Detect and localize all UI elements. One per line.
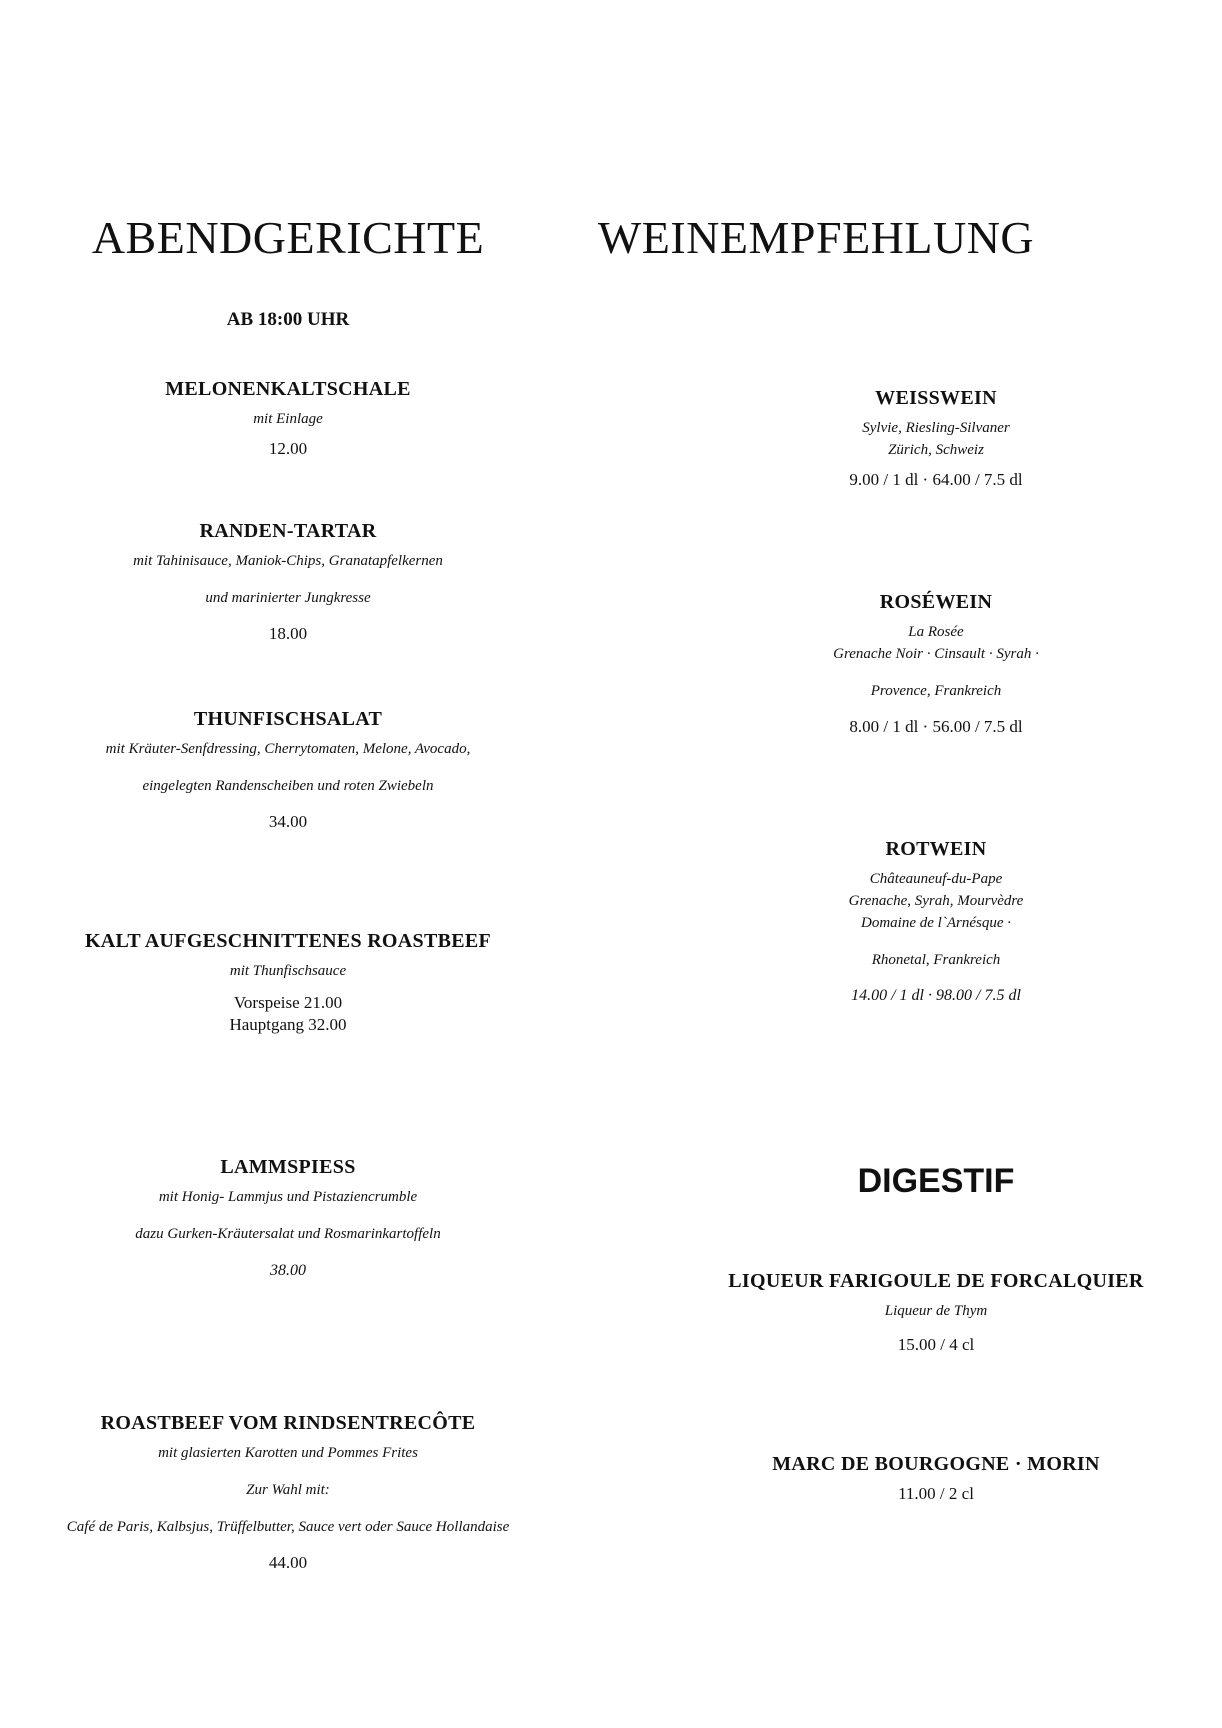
menu-item-description: mit Kräuter-Senfdressing, Cherrytomaten, Melone, Avocado, bbox=[105, 741, 471, 757]
menu-item bbox=[48, 1154, 528, 1282]
wine-item-description: Rhonetal, Frankreich bbox=[871, 952, 1001, 968]
menu-item bbox=[48, 706, 528, 833]
menu-item bbox=[48, 518, 528, 645]
wine-item-description: Grenache Noir · Cinsault · Syrah · bbox=[833, 646, 1039, 662]
menu-item-price: 44.00 bbox=[268, 1553, 308, 1572]
wine-item bbox=[686, 385, 1186, 491]
menu-item-name: THUNFISCHSALAT bbox=[193, 708, 383, 730]
digestif-item-price: 15.00 / 4 cl bbox=[897, 1335, 975, 1354]
wine-item-price: 9.00 / 1 dl · 64.00 / 7.5 dl bbox=[849, 470, 1023, 489]
menu-item bbox=[48, 376, 528, 460]
dinner-menu-subtitle: AB 18:00 UHR bbox=[226, 309, 350, 330]
digestif-item-price: 11.00 / 2 cl bbox=[898, 1484, 974, 1503]
menu-item bbox=[48, 928, 528, 1036]
digestif-item bbox=[686, 1268, 1186, 1356]
menu-item-price: 34.00 bbox=[268, 812, 308, 831]
wine-item-description: Châteauneuf-du-Pape bbox=[869, 871, 1003, 887]
digestif-item-name: LIQUEUR FARIGOULE DE FORCALQUIER bbox=[728, 1270, 1144, 1292]
menu-item-description: Zur Wahl mit: bbox=[246, 1482, 330, 1498]
wine-item-name: ROTWEIN bbox=[885, 838, 987, 860]
menu-item-price: 38.00 bbox=[270, 1262, 306, 1279]
menu-item-name: LAMMSPIESS bbox=[220, 1156, 356, 1178]
menu-item-description: mit Honig- Lammjus und Pistaziencrumble bbox=[158, 1189, 418, 1205]
menu-item bbox=[48, 1410, 528, 1574]
menu-item-description: und marinierter Jungkresse bbox=[205, 590, 371, 606]
dinner-menu-column bbox=[48, 0, 528, 1728]
menu-item-description: mit Thunfischsauce bbox=[229, 963, 347, 979]
menu-item-price: Vorspeise 21.00 bbox=[233, 993, 343, 1012]
menu-item-description: Café de Paris, Kalbsjus, Trüffelbutter, Sauce vert oder Sauce Hollandaise bbox=[66, 1519, 510, 1535]
wine-item bbox=[686, 836, 1186, 1007]
digestif-item-description: Liqueur de Thym bbox=[884, 1303, 988, 1319]
menu-item-name: MELONENKALTSCHALE bbox=[165, 378, 411, 400]
menu-item-name: RANDEN-TARTAR bbox=[199, 520, 377, 542]
wine-item bbox=[686, 589, 1186, 738]
wine-menu-title: WEINEMPFEHLUNG bbox=[597, 212, 1035, 263]
menu-item-description: mit glasierten Karotten und Pommes Frites bbox=[158, 1445, 418, 1461]
digestif-title: DIGESTIF bbox=[857, 1162, 1015, 1200]
menu-item-name: KALT AUFGESCHNITTENES ROASTBEEF bbox=[84, 930, 492, 952]
wine-item-name: ROSÉWEIN bbox=[879, 591, 993, 613]
digestif-item-name: MARC DE BOURGOGNE · MORIN bbox=[772, 1453, 1100, 1475]
wine-item-price: 14.00 / 1 dl · 98.00 / 7.5 dl bbox=[851, 987, 1021, 1004]
menu-item-description: mit Tahinisauce, Maniok-Chips, Granatapfelkernen bbox=[133, 553, 443, 569]
wine-item-price: 8.00 / 1 dl · 56.00 / 7.5 dl bbox=[849, 717, 1023, 736]
wine-item-description: Zürich, Schweiz bbox=[888, 442, 984, 458]
digestif-item bbox=[686, 1451, 1186, 1505]
wine-menu-column bbox=[597, 0, 1186, 1728]
dinner-menu-title: ABENDGERICHTE bbox=[91, 212, 485, 263]
menu-item-description: dazu Gurken-Kräutersalat und Rosmarinkartoffeln bbox=[135, 1226, 441, 1242]
wine-item-description: Provence, Frankreich bbox=[870, 683, 1002, 699]
menu-item-description: eingelegten Randenscheiben und roten Zwiebeln bbox=[142, 778, 434, 794]
menu-item-price: 18.00 bbox=[268, 624, 308, 643]
menu-item-name: ROASTBEEF VOM RINDSENTRECÔTE bbox=[100, 1412, 476, 1434]
menu-item-description: mit Einlage bbox=[253, 411, 323, 427]
wine-item-name: WEISSWEIN bbox=[875, 387, 997, 409]
menu-item-price: 12.00 bbox=[268, 439, 308, 458]
wine-item-description: Sylvie, Riesling-Silvaner bbox=[862, 420, 1010, 436]
menu-item-price: Hauptgang 32.00 bbox=[229, 1015, 347, 1034]
wine-item-description: La Rosée bbox=[908, 624, 964, 640]
wine-item-description: Grenache, Syrah, Mourvèdre bbox=[848, 893, 1024, 909]
wine-item-description: Domaine de l`Arnésque · bbox=[861, 915, 1011, 931]
